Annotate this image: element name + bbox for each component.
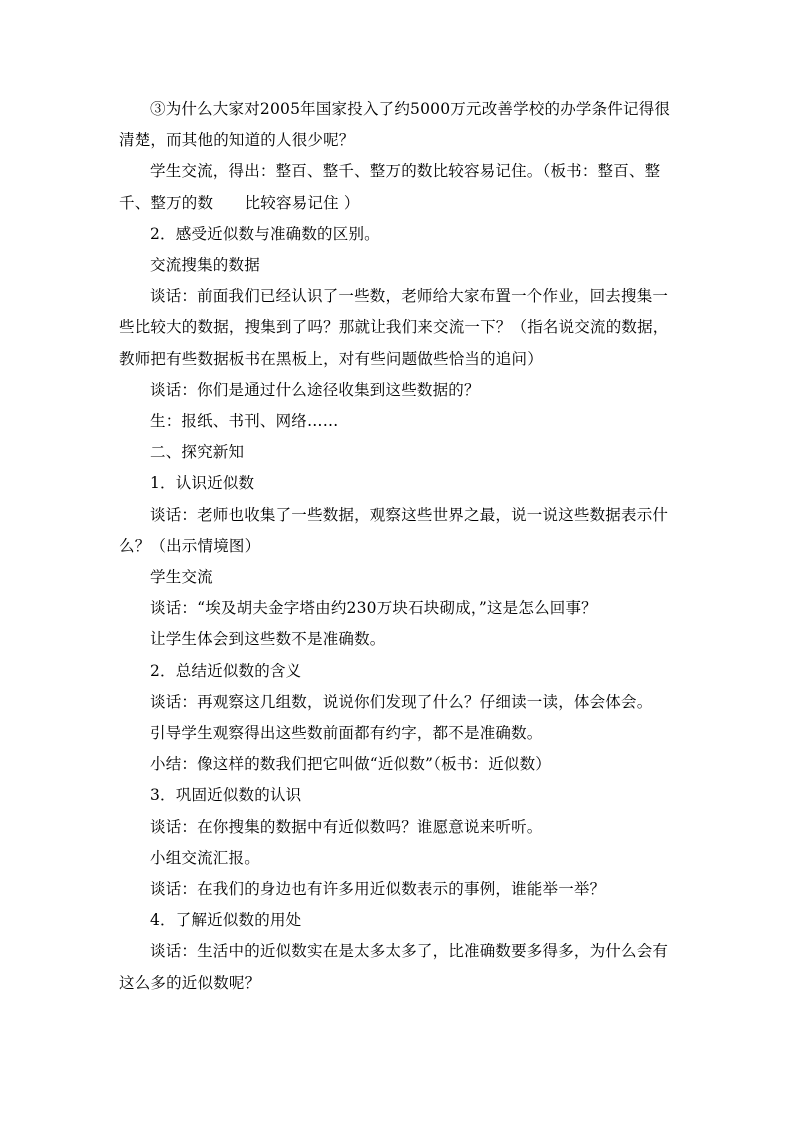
paragraph-talk-observe: 谈话：再观察这几组数，说说你们发现了什么？仔细读一读，体会体会。 — [150, 692, 653, 711]
paragraph-talk-world-records: 谈话：老师也收集了一些数据，观察这些世界之最，说一说这些数据表示什么？（出示情境图） — [119, 505, 669, 555]
section-heading-explore: 二、探究新知 — [150, 443, 245, 462]
paragraph-talk-collect-data: 谈话：前面我们已经认识了一些数，老师给大家布置一个作业，回去搜集一些比较大的数据，搜集到了吗？那就让我们来交流一下？（指名说交流的数据，教师把有些数据板书在黑板上，对有些问题做些恰当的追问） — [119, 287, 669, 368]
paragraph-talk-ways: 谈话：你们是通过什么途径收集到这些数据的？ — [150, 380, 480, 399]
paragraph-talk-pyramid: 谈话：“埃及胡夫金字塔由约230万块石块砌成，”这是怎么回事？ — [150, 599, 597, 618]
paragraph-talk-why-many: 谈话：生活中的近似数实在是太多太多了，比准确数要多得多，为什么会有这么多的近似数呢？ — [119, 942, 669, 992]
paragraph-talk-collected: 谈话：在你搜集的数据中有近似数吗？谁愿意说来听听。 — [150, 817, 543, 836]
paragraph-exchange-data: 交流搜集的数据 — [150, 256, 260, 275]
paragraph-student-exchange-result: 学生交流，得出：整百、整千、整万的数比较容易记住。（板书：整百、整千、整万的数 比较容易记住 ） — [119, 162, 661, 212]
heading-feel-difference: 2．感受近似数与准确数的区别。 — [150, 224, 380, 243]
heading-summarize-meaning: 2．总结近似数的含义 — [150, 661, 302, 680]
heading-consolidate: 3．巩固近似数的认识 — [150, 786, 302, 805]
paragraph-question-3: ③为什么大家对2005年国家投入了约5000万元改善学校的办学条件记得很清楚，而其他的知道的人很少呢？ — [119, 100, 671, 150]
heading-know-approximate: 1．认识近似数 — [150, 474, 255, 493]
paragraph-group-report: 小组交流汇报。 — [150, 848, 260, 867]
paragraph-guide-observe: 引导学生观察得出这些数前面都有约字，都不是准确数。 — [150, 724, 543, 743]
paragraph-not-exact: 让学生体会到这些数不是准确数。 — [150, 630, 386, 649]
paragraph-student-exchange: 学生交流 — [150, 568, 213, 587]
paragraph-summary: 小结：像这样的数我们把它叫做“近似数”（板书：近似数） — [150, 755, 551, 774]
paragraph-talk-examples: 谈话：在我们的身边也有许多用近似数表示的事例，谁能举一举？ — [150, 880, 606, 899]
paragraph-student-answer: 生：报纸、书刊、网络…… — [150, 412, 339, 431]
heading-uses: 4．了解近似数的用处 — [150, 911, 302, 930]
document-body — [119, 94, 677, 999]
